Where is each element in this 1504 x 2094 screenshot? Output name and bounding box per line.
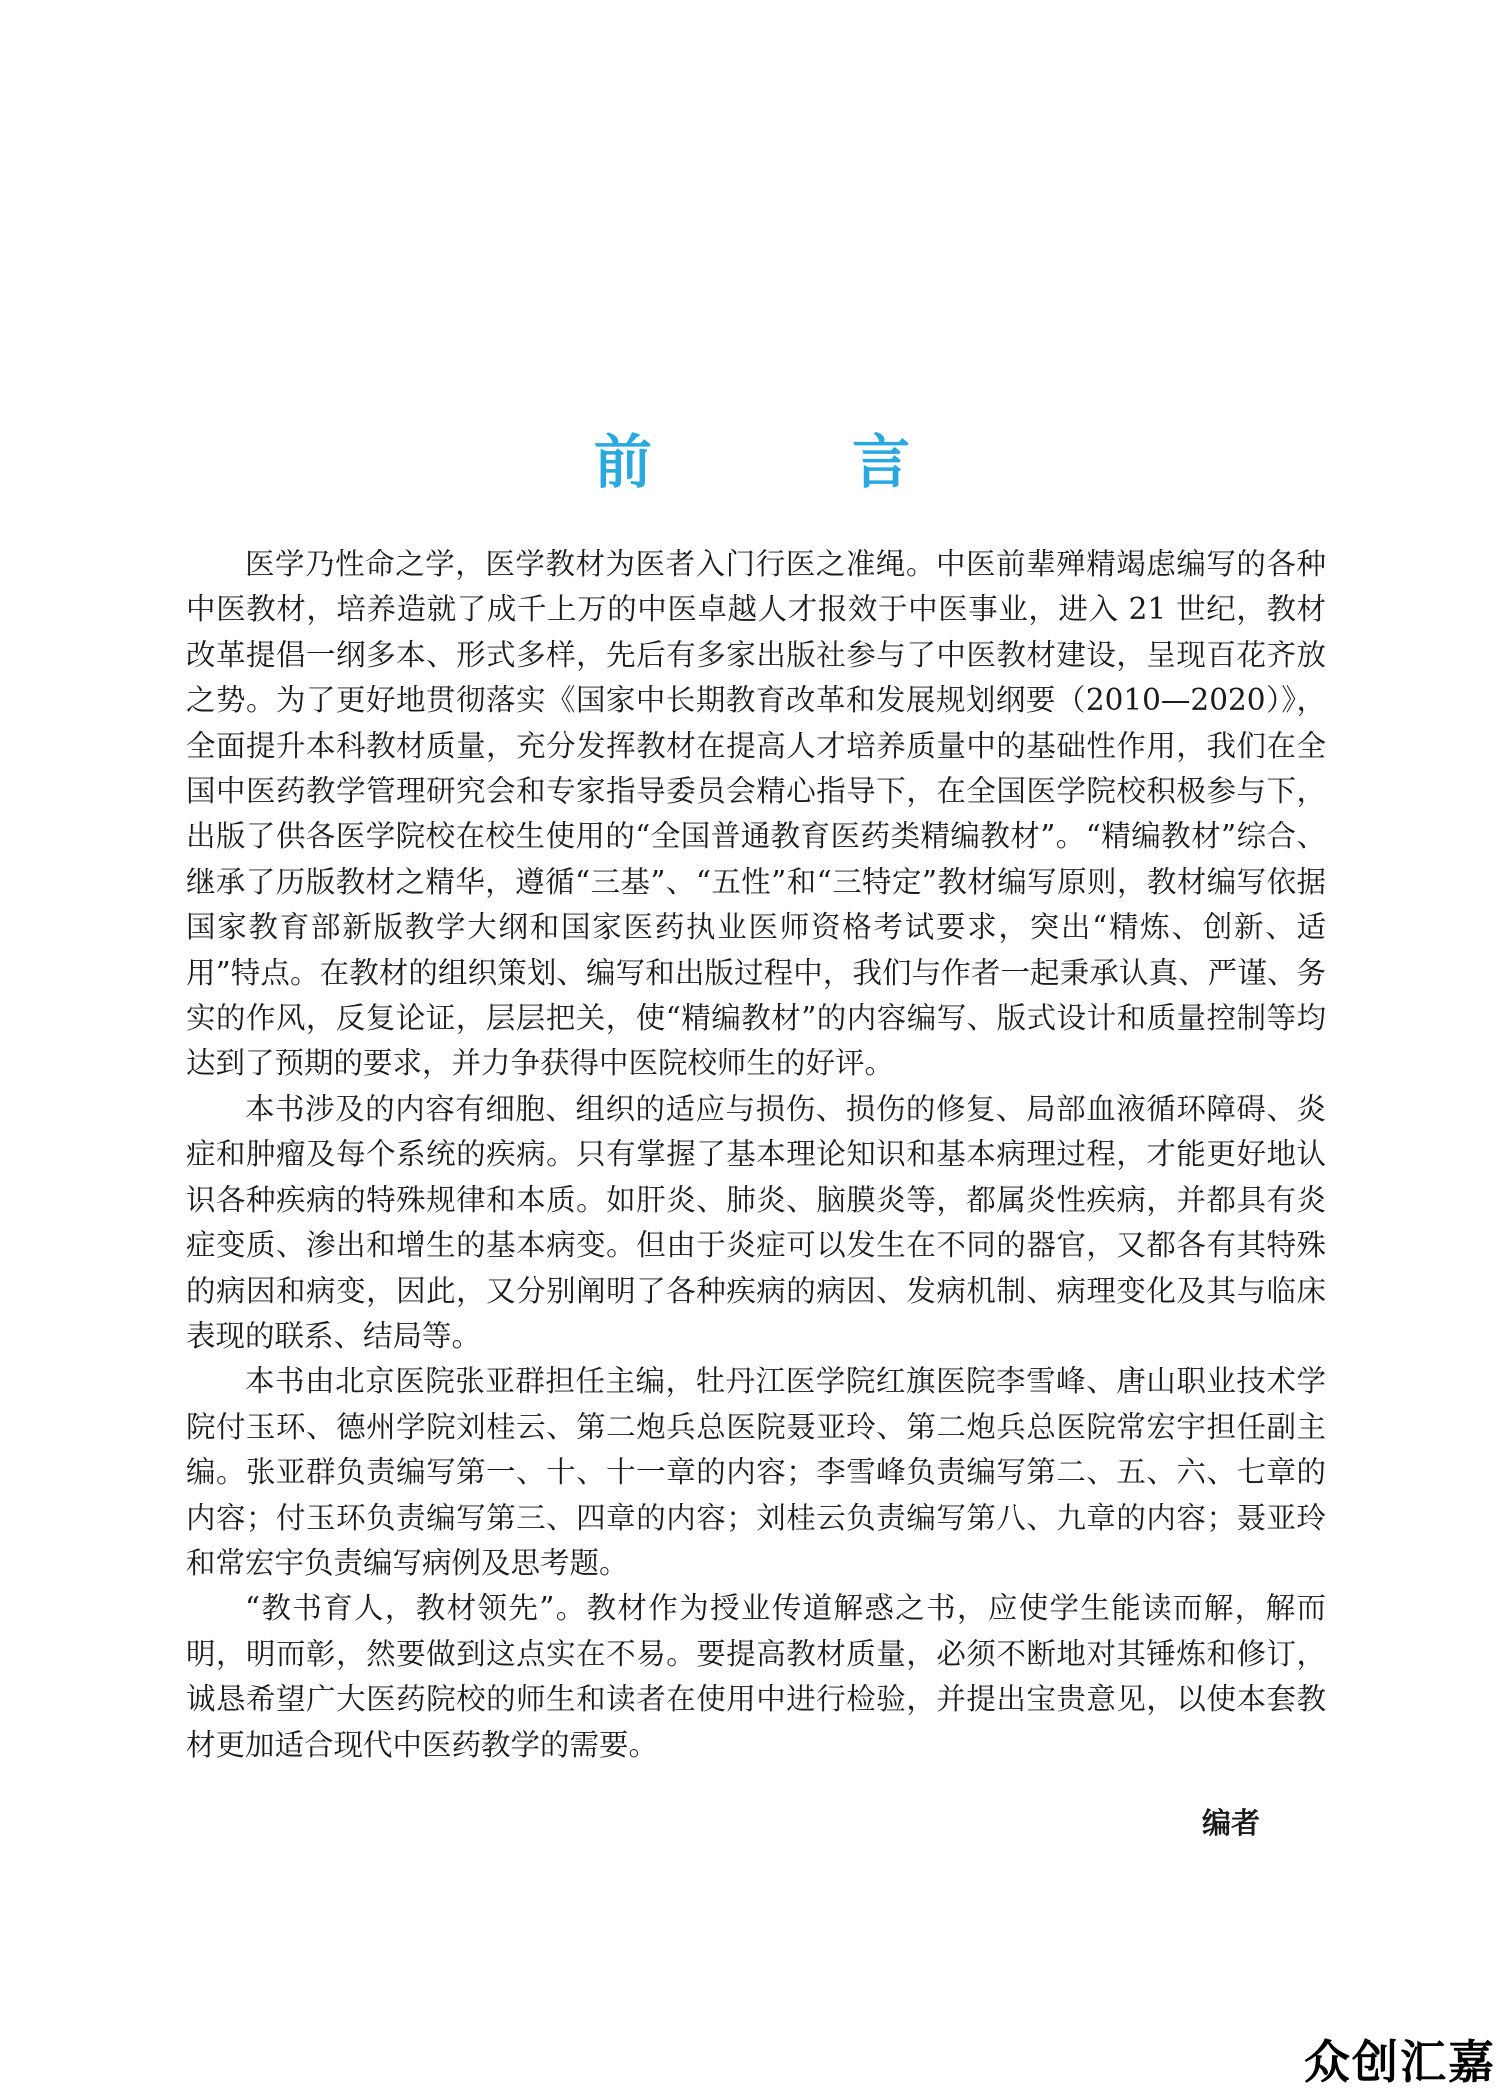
paragraph-2: 本书涉及的内容有细胞、组织的适应与损伤、损伤的修复、局部血液循环障碍、炎症和肿瘤及每个系统的疾病。只有掌握了基本理论知识和基本病理过程，才能更好地认识各种疾病的特殊规律和本质。如肝炎、肺炎、脑膜炎等，都属炎性疾病，并都具有炎症变质、渗出和增生的基本病变。但由于炎症可以发生在不同的器官，又都各有其特殊的病因和病变，因此，又分别阐明了各种疾病的病因、发病机制、病理变化及其与临床表现的联系、结局等。	[186, 1091, 1326, 1353]
paragraph-4: “教书育人，教材领先”。教材作为授业传道解惑之书，应使学生能读而解，解而明，明而彰，然要做到这点实在不易。要提高教材质量，必须不断地对其锤炼和修订，诚恳希望广大医药院校的师生和读者在使用中进行检验，并提出宝贵意见，以使本套教材更加适合现代中医药教学的需要。	[186, 1591, 1326, 1762]
preface-body	[186, 542, 1326, 1768]
page-title: 前 言	[593, 427, 1001, 496]
paragraph-3: 本书由北京医院张亚群担任主编，牡丹江医学院红旗医院李雪峰、唐山职业技术学院付玉环、德州学院刘桂云、第二炮兵总医院聂亚玲、第二炮兵总医院常宏宇担任副主编。张亚群负责编写第一、十、十一章的内容；李雪峰负责编写第二、五、六、七章的内容；付玉环负责编写第三、四章的内容；刘桂云负责编写第八、九章的内容；聂亚玲和常宏宇负责编写病例及思考题。	[186, 1364, 1326, 1580]
paragraph-1: 医学乃性命之学，医学教材为医者入门行医之准绳。中医前辈殚精竭虑编写的各种中医教材，培养造就了成千上万的中医卓越人才报效于中医事业，进入 21 世纪，教材改革提倡一纲多本、形式多样，先后有多家出版社参与了中医教材建设，呈现百花齐放之势。为了更好地贯彻落实《国家中长期教育改革和发展规划纲要（2010—2020）》，全面提升本科教材质量，充分发挥教材在提高人才培养质量中的基础性作用，我们在全国中医药教学管理研究会和专家指导委员会精心指导下，在全国医学院校积极参与下，出版了供各医学院校在校生使用的“全国普通教育医药类精编教材”。“精编教材”综合、继承了历版教材之精华，遵循“三基”、“五性”和“三特定”教材编写原则，教材编写依据国家教育部新版教学大纲和国家医药执业医师资格考试要求，突出“精炼、创新、适用”特点。在教材的组织策划、编写和出版过程中，我们与作者一起秉承认真、严谨、务实的作风，反复论证，层层把关，使“精编教材”的内容编写、版式设计和质量控制等均达到了预期的要求，并力争获得中医院校师生的好评。	[186, 547, 1326, 1081]
author-signature: 编者	[1201, 1806, 1260, 1840]
watermark-logo: 众创汇嘉	[1304, 2035, 1496, 2089]
